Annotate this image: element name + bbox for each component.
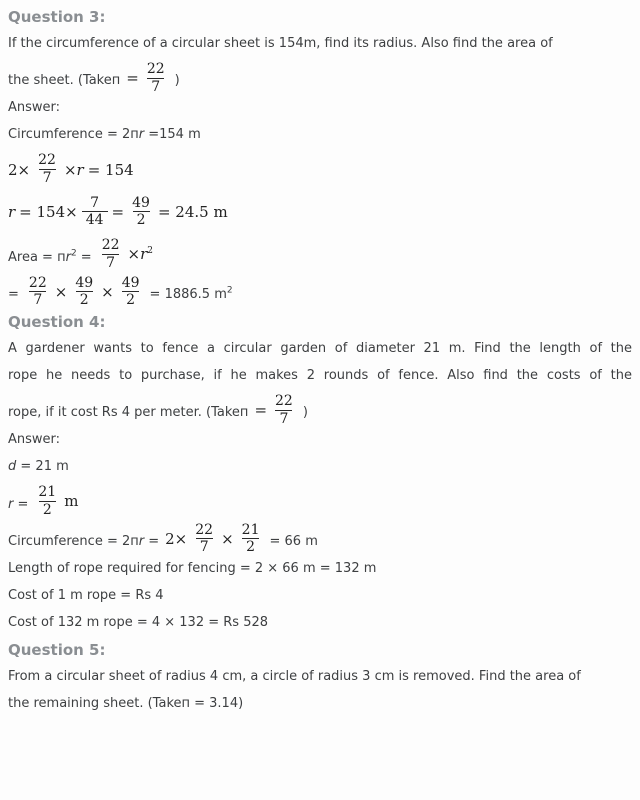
circumference-value: =154 m [144,127,201,143]
q3-pi-value-math [126,62,168,94]
q5-problem-line1: From a circular sheet of radius 4 cm, a circle of radius 3 cm is removed. Find the area of [8,669,581,684]
fraction-denominator: 2 [133,211,150,228]
coefficient: 2× [165,529,188,548]
q3-equation-2 [8,196,632,228]
q4-radius-line [8,484,632,518]
times-r-squared-term [128,245,153,263]
fraction-49-2 [128,196,154,228]
superscript-2: 2 [147,246,154,257]
q4-line3-prefix: rope, if it cost Rs 4 per meter. (Takeп [8,405,249,421]
q4-problem-line2: rope he needs to purchase, if he makes 2 rounds of fence. Also find the costs of the [8,367,632,383]
equals-sign: = [126,69,139,88]
q3-area-math [98,238,153,270]
q4-rope-length-line: Length of rope required for fencing = 2 × 66 m = 132 m [8,561,377,576]
variable-r: r [76,160,84,179]
equation-2pir-154 [8,153,134,185]
equation-result: = 24.5 m [157,202,228,221]
equals-sign: = [8,286,19,302]
fraction-7-44 [82,196,108,228]
fraction-22-7 [143,62,169,94]
multiply-sign: × [221,529,234,548]
fraction-denominator: 2 [76,291,93,308]
fraction-denominator: 7 [147,78,164,95]
q3-circumference-line [8,126,632,144]
fraction-49-2 [71,276,97,308]
fraction-22-7 [191,523,217,555]
question4-heading: Question 4: [8,312,106,331]
variable-r: r [138,534,145,549]
fraction-denominator: 2 [122,291,139,308]
q4-radius-math [34,485,78,517]
area-formula-prefix [8,249,92,267]
variable-r: r [8,496,14,512]
variable-d: d [8,459,17,475]
q3-answer-label: Answer: [8,100,61,116]
fraction-22-7 [25,276,51,308]
fraction-numerator: 7 [90,194,100,211]
fraction-numerator: 22 [28,274,47,291]
fraction-numerator: 22 [275,392,293,409]
unit-m: m [64,492,79,511]
multiply-sign: × [127,245,141,264]
q4-cost-per-meter-line: Cost of 1 m rope = Rs 4 [8,588,164,603]
area-result-value: = 1886.5 m [149,286,227,302]
fraction-21-2 [238,523,264,555]
fraction-denominator: 44 [82,211,108,228]
coefficient: 2× [8,160,31,179]
q4-circumference-math [165,523,263,555]
fraction-22-7 [271,394,297,426]
q4-pi-value-math [254,394,296,426]
q4-problem-line1: A gardener wants to fence a circular garden of diameter 21 m. Find the length of the [8,340,632,356]
q4-answer-label: Answer: [8,432,61,448]
fraction-numerator: 22 [101,237,120,254]
multiply-sign: × [63,160,77,179]
q3-problem-line1: If the circumference of a circular sheet is 154m, find its radius. Also find the area of [8,36,553,51]
q4-total-cost-line: Cost of 132 m rope = 4 × 132 = Rs 528 [8,615,269,630]
variable-r: r [138,127,145,143]
equals-sign: = [13,496,29,512]
equals-sign: = [254,401,268,420]
fraction-numerator: 49 [121,274,140,291]
variable-r: r [8,202,16,221]
fraction-numerator: 49 [75,274,94,291]
question3-heading: Question 3: [8,8,106,26]
q3-problem-line2 [8,61,632,95]
equals-sign: = [144,534,160,549]
fraction-denominator: 7 [29,291,46,308]
area-result [150,286,233,304]
superscript-2: 2 [226,285,233,296]
circumference-prefix: Circumference = 2п [8,534,139,549]
circumference-result: = 66 m [269,534,318,549]
q3-area-product-math [25,276,144,308]
equals-154-times: = 154× [19,202,78,221]
fraction-denominator: 2 [39,501,56,518]
fraction-21-2 [34,485,60,517]
superscript-2: 2 [70,248,77,259]
multiply-sign: × [54,282,68,301]
q4-diameter-line [8,458,632,476]
equation-result: = 154 [87,160,134,179]
multiply-sign: × [101,282,114,301]
q3-area-result-line [8,274,632,309]
circumference-prefix: Circumference = 2п [8,127,139,143]
radius-lhs [8,496,28,514]
variable-r: r [140,245,148,264]
q3-equation-1 [8,153,632,185]
q3-line2-prefix: the sheet. (Takeп [8,73,121,89]
variable-r: r [65,249,71,265]
fraction-numerator: 21 [38,484,57,501]
fraction-numerator: 49 [132,194,150,211]
fraction-numerator: 22 [146,61,165,77]
fraction-denominator: 7 [39,169,56,186]
q3-area-line [8,237,632,271]
q4-line3-suffix: ) [302,405,308,421]
area-label: Area = п [8,249,66,265]
fraction-denominator: 2 [242,538,259,555]
q5-problem-line2: the remaining sheet. (Takeп = 3.14) [8,696,244,711]
equals-sign: = [76,249,92,265]
q3-line2-suffix: ) [174,73,180,89]
fraction-22-7 [34,153,60,185]
diameter-value: = 21 m [16,459,69,475]
fraction-denominator: 7 [196,538,213,555]
question5-heading: Question 5: [8,641,106,659]
fraction-numerator: 22 [38,152,56,169]
q4-problem-line3 [8,392,632,427]
fraction-numerator: 21 [241,521,260,538]
fraction-49-2 [118,276,144,308]
equals-sign: = [111,202,125,221]
fraction-denominator: 7 [102,254,119,271]
circumference-lhs [8,533,159,551]
fraction-denominator: 7 [275,410,292,427]
equation-radius-solution [8,196,228,228]
times-r-term [64,161,84,179]
q4-circumference-line [8,521,632,556]
fraction-numerator: 22 [195,521,214,538]
fraction-22-7 [98,238,124,270]
